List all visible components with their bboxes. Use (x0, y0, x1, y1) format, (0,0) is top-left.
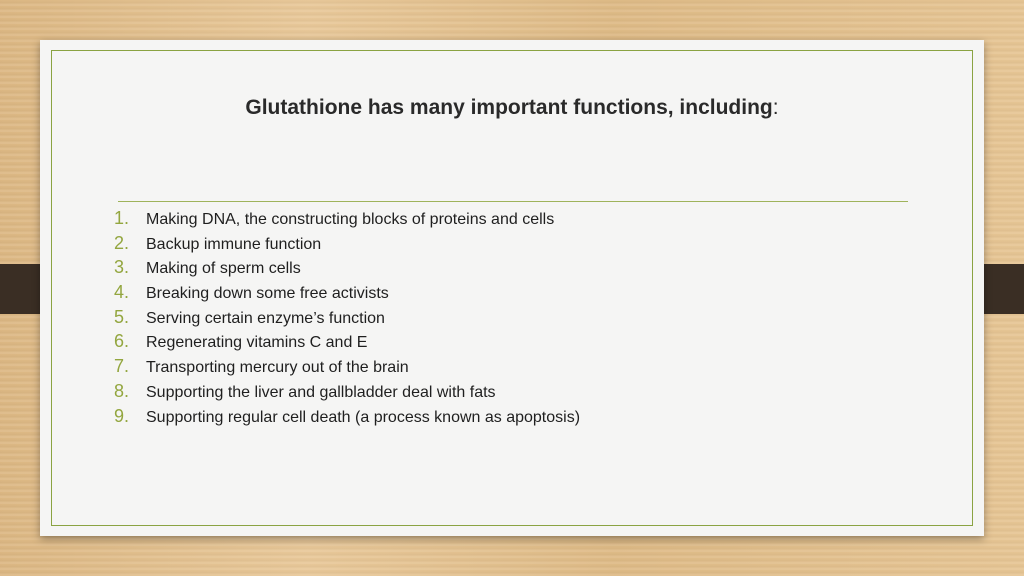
list-item-number: 3. (114, 257, 130, 278)
list-item-text: Backup immune function (146, 235, 322, 253)
list-item-text: Regenerating vitamins C and E (146, 334, 368, 352)
list-item-number: 4. (114, 282, 130, 303)
list-item (114, 257, 580, 282)
list-item (114, 356, 580, 381)
list-item-number: 9. (114, 405, 130, 426)
list-item (114, 381, 580, 406)
list-item-text: Breaking down some free activists (146, 285, 389, 303)
list-item (114, 331, 580, 356)
list-item-number: 1. (114, 208, 130, 228)
slide-title (40, 96, 984, 120)
list-item-text: Making DNA, the constructing blocks of proteins and cells (146, 211, 555, 228)
list-item (114, 208, 580, 233)
list-item-number: 8. (114, 380, 130, 401)
slide-title-suffix: : (772, 96, 779, 119)
function-list (114, 208, 580, 430)
slide-card (40, 40, 984, 536)
title-divider (118, 201, 908, 202)
list-item-text: Supporting regular cell death (a process known as apoptosis) (146, 408, 581, 426)
list-item (114, 282, 580, 307)
list-item (114, 233, 580, 258)
list-item-number: 6. (114, 331, 130, 352)
list-item (114, 406, 580, 431)
list-item-text: Transporting mercury out of the brain (146, 359, 409, 377)
list-item-number: 5. (114, 306, 130, 327)
list-item-text: Making of sperm cells (146, 260, 301, 278)
list-item-text: Supporting the liver and gallbladder deal with fats (146, 383, 496, 401)
list-item-number: 7. (114, 356, 130, 377)
list-item-text: Serving certain enzyme’s function (146, 309, 385, 327)
slide-title-main: Glutathione has many important functions, including (245, 96, 773, 119)
list-item (114, 307, 580, 332)
list-item-number: 2. (114, 232, 130, 253)
